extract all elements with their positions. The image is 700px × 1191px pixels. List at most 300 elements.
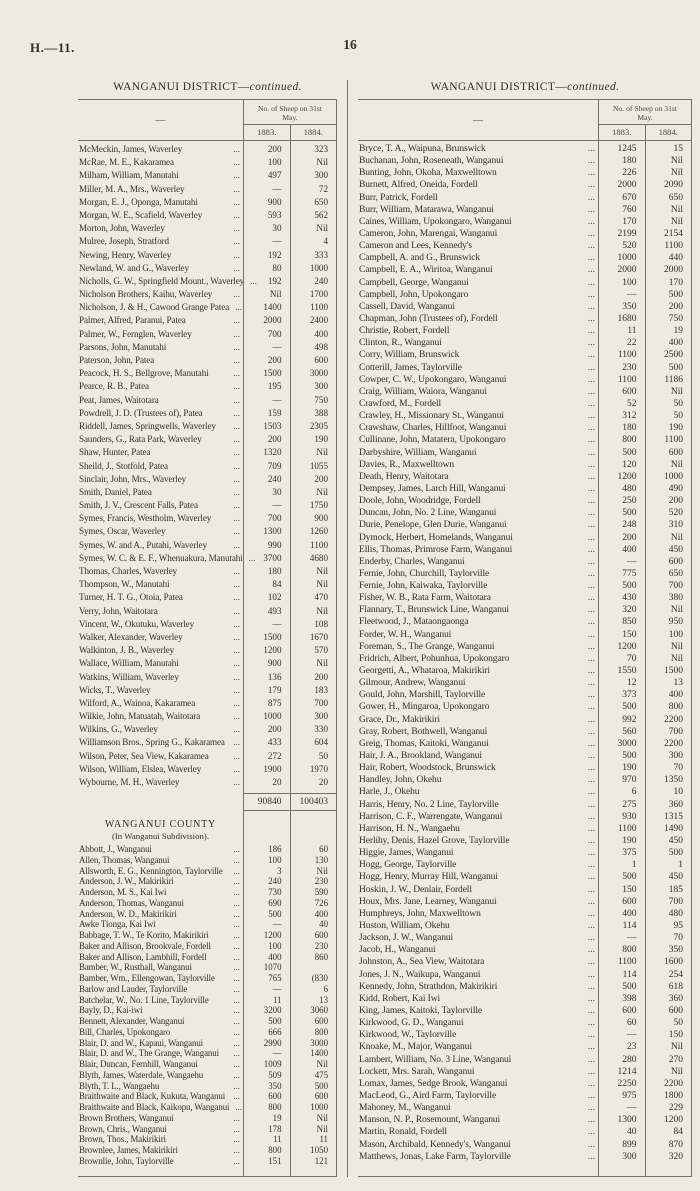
value-1883: 373 [598,689,645,701]
table-row [78,1048,336,1059]
dot-leader: ... [587,544,595,555]
value-1883: 100 [243,941,290,952]
entry-name-text: Turner, H. T. G., Otoia, Patea [79,592,183,603]
dot-leader: ... [233,919,240,930]
table-row [358,1139,691,1151]
dot-leader: ... [587,411,595,422]
entry-name-text: Cassell, David, Wanganui [359,301,455,312]
value-1884: 600 [645,1005,692,1017]
entry-name-text: Newland, W. and G., Waverley [79,262,189,273]
dot-leader: ... [587,726,595,737]
value-1884: 950 [645,616,692,628]
entry-name-text: Cowper, C. W., Upokongaro, Wanganui [359,374,507,385]
entry-name-text: Doole, John, Woodridge, Fordell [359,496,481,507]
value-1883: 1100 [598,349,645,361]
table-row [78,962,336,973]
dot-leader: ... [587,204,595,215]
value-1883: 84 [243,578,290,591]
value-1883: 1680 [598,313,645,325]
table-row [78,460,336,473]
column-title-continued: continued. [249,81,302,93]
table-row [358,277,691,289]
entry-name-text: Gower, H., Mingaroa, Upokongaro [359,702,490,713]
value-1883: 400 [598,544,645,556]
value-1884: 500 [290,1081,337,1092]
entry-name-text: Jackson, J. W., Wanganui [359,933,454,944]
value-1884: 1100 [645,240,692,252]
table-row [78,328,336,341]
table-row [78,578,336,591]
table-row [78,930,336,941]
dot-leader: ... [233,618,240,629]
dot-leader: ... [587,326,595,337]
value-1884: 13 [645,677,692,689]
value-1883: 248 [598,519,645,531]
dot-leader: ... [233,962,240,973]
entry-name-text: Nicholson Brothers, Kaihu, Waverley [79,289,213,300]
dot-leader: ... [587,156,595,167]
value-1883: 11 [598,325,645,337]
entry-name [358,896,598,908]
value-1883: 180 [598,422,645,434]
entry-name [358,1054,598,1066]
entry-name-text: Nicholls, G. W., Springfield Mount., Waverley [79,275,245,286]
table-row [358,313,691,325]
entry-name [358,362,598,374]
value-1883: 600 [598,896,645,908]
entry-name-text: Buchanan, John, Roseneath, Wanganui [359,156,504,167]
value-1884: 100 [645,629,692,641]
value-1883: 120 [598,459,645,471]
table-body [78,141,336,1176]
dot-leader: ... [233,1145,240,1156]
entry-name-text: Blair, D. and W., Kapaui, Wanganui [79,1037,204,1048]
entry-name-text: Burr, Patrick, Fordell [359,192,438,203]
entry-name-text: Anderson, Thomas, Wanganui [79,897,184,908]
dot-leader: ... [233,1059,240,1070]
value-1884: Nil [290,446,337,459]
value-1884: 1 [645,859,692,871]
value-1883: 240 [243,876,290,887]
value-1883: 200 [243,143,290,156]
value-1884: Nil [645,653,692,665]
dot-leader: ... [587,338,595,349]
value-1883: 230 [598,362,645,374]
value-1883: 1200 [243,644,290,657]
spacer-name [358,1163,598,1176]
entry-name [78,866,243,877]
table-row [358,386,691,398]
table-row [358,677,691,689]
value-1884: 229 [645,1102,692,1114]
dot-leader: ... [233,328,240,339]
table-row [358,859,691,871]
value-1884: 870 [645,1139,692,1151]
entry-name [358,1139,598,1151]
header-year-1884: 1884. [645,125,692,140]
entry-name [358,726,598,738]
entry-name [78,736,243,749]
dot-leader: ... [233,897,240,908]
value-1884: 570 [290,644,337,657]
entry-name-text: Anderson, W. D., Makirikiri [79,908,177,919]
value-1884: 2200 [645,1078,692,1090]
table-row [78,235,336,248]
value-1883: 497 [243,169,290,182]
entry-name [78,1048,243,1059]
spacer-cell [598,1163,645,1176]
entry-name [78,552,256,565]
dot-leader: ... [587,1078,595,1089]
value-1883: 240 [243,473,290,486]
entry-name [78,919,243,930]
dot-leader: ... [587,775,595,786]
value-1884: 13 [290,995,337,1006]
header-year-row [244,125,336,140]
value-1884: 498 [290,341,337,354]
dot-leader: ... [587,313,595,324]
entry-name-text: Wilkins, G., Waverley [79,724,158,735]
value-1884: 600 [645,556,692,568]
table-row [358,252,691,264]
value-1883: 114 [598,920,645,932]
table-row [358,544,691,556]
table-row [358,1066,691,1078]
entry-name [78,776,243,789]
dot-leader: ... [233,631,240,642]
entry-name-text: Bryce, T. A., Waipuna, Brunswick [359,144,486,154]
value-1883: 1200 [243,930,290,941]
entry-name [78,235,243,248]
table-row [78,539,336,552]
value-1884: Nil [290,565,337,578]
table-row [78,486,336,499]
entry-name-text: Peacock, H. S., Bellgrove, Manutahi [79,368,209,379]
spacer-cell [243,1167,290,1176]
entry-name [358,1102,598,1114]
table-row [358,592,691,604]
entry-name-text: Gilmour, Andrew, Wanganui [359,678,466,689]
value-1884: 1700 [290,288,337,301]
total-name [78,793,243,811]
entry-name [78,605,243,618]
table-row [358,701,691,713]
value-1884: 19 [645,325,692,337]
entry-name-text: Saunders, G., Rata Park, Waverley [79,434,202,445]
value-1884: 500 [645,289,692,301]
dot-leader: ... [233,566,240,576]
table-header [358,100,691,141]
entry-name-text: Higgie, James, Wanganui [359,848,454,859]
entry-name-text: Dymock, Herbert, Homelands, Wanganui [359,532,513,543]
value-1883: 320 [598,604,645,616]
table-row [78,952,336,963]
dot-leader: ... [233,1134,240,1145]
value-1883: 900 [243,196,290,209]
dot-leader: ... [233,486,240,497]
value-1884: 10 [645,786,692,798]
dot-leader: ... [233,1037,240,1048]
dot-leader: ... [233,1112,240,1123]
value-1884: 84 [645,1126,692,1138]
table-row [358,1029,691,1041]
table-row [358,726,691,738]
value-1883: 666 [243,1027,290,1038]
value-1884: 700 [645,580,692,592]
entry-name [78,1016,243,1027]
value-1883: — [243,499,290,512]
entry-name-text: Walker, Alexander, Waverley [79,631,183,642]
right-column [358,80,692,1177]
value-1884: 200 [290,473,337,486]
entry-name [78,941,243,952]
dot-leader: ... [587,581,595,592]
dot-leader: ... [233,513,240,524]
total-1883: 90840 [243,793,290,811]
entry-name-text: Watkins, William, Waverley [79,671,179,682]
dot-leader: ... [233,460,240,471]
dot-leader: ... [233,262,240,273]
entry-name-text: Hair, Robert, Woodstock, Brunswick [359,763,496,774]
dot-leader: ... [587,593,595,604]
table-row [78,1081,336,1092]
value-1884: 700 [645,726,692,738]
value-1884: 1100 [290,301,337,314]
entry-name [78,486,243,499]
table-row [78,209,336,222]
value-1884: Nil [645,167,692,179]
entry-name-text: Georgetti, A., Whataroa, Makirikiri [359,666,490,677]
value-1883: 800 [598,944,645,956]
value-1884: 800 [645,701,692,713]
section-heading-title: WANGANUI COUNTY [104,818,217,830]
value-1884: Nil [645,604,692,616]
value-1883: 690 [243,898,290,909]
value-1883: 593 [243,209,290,222]
value-1883: 190 [598,762,645,774]
entry-name-text: Craig, William, Waiora, Wanganui [359,386,487,397]
value-1883: 192 [243,249,290,262]
entry-name [78,473,243,486]
entry-name-text: Lockett, Mrs. Sarah, Wanganui [359,1066,475,1077]
value-1883: — [243,183,290,196]
entry-name [358,398,598,410]
dot-leader: ... [233,394,240,405]
table-row [78,1113,336,1124]
dot-leader: ... [233,473,240,484]
entry-name-text: Caines, William, Upokongaro, Wanganui [359,216,512,227]
entry-name-text: Wallace, William, Manutahi [79,658,179,669]
dot-leader: ... [587,277,595,288]
value-1884: 618 [645,981,692,993]
table-row [358,774,691,786]
table-row [358,289,691,301]
entry-name-text: Greig, Thomas, Kaitoki, Wanganui [359,738,489,749]
dot-leader: ... [233,447,240,458]
value-1884: 1670 [290,631,337,644]
entry-name-text: Brown Brothers, Wanganui [79,1112,174,1123]
table-row [78,565,336,578]
entry-name [358,1017,598,1029]
entry-name [78,1038,243,1049]
table-row [78,473,336,486]
value-1884: 1600 [645,956,692,968]
dot-leader: ... [233,658,240,669]
entry-name-text: Kidd, Robert, Kai Iwi [359,993,441,1004]
entry-name [78,763,243,776]
table-row [358,653,691,665]
value-1884: 72 [290,183,337,196]
value-1883: 178 [243,1124,290,1135]
dot-leader: ... [233,887,240,898]
value-1884: 1200 [645,1114,692,1126]
table-row [78,407,336,420]
value-1883: 226 [598,167,645,179]
value-1884: Nil [645,216,692,228]
table-row [358,932,691,944]
entry-name-text: Lambert, William, No. 3 Line, Wanganui [359,1054,512,1065]
entry-name-text: Verry, John, Waitotara [79,605,158,616]
entry-name [358,155,598,167]
value-1884: Nil [645,532,692,544]
table-row [358,459,691,471]
value-1884: 750 [290,394,337,407]
value-1884: 230 [290,941,337,952]
entry-name-text: Kirkwood, W., Taylorville [359,1030,457,1041]
table-row [78,222,336,235]
value-1883: 195 [243,380,290,393]
value-1884: Nil [645,155,692,167]
table-row [78,420,336,433]
entry-name-text: Riddell, James, Springwells, Waverley [79,420,216,431]
value-1883: 398 [598,993,645,1005]
table-row [358,422,691,434]
value-1883: 970 [598,774,645,786]
table-row [78,763,336,776]
value-1883: 40 [598,1126,645,1138]
dot-leader: ... [587,1127,595,1138]
table-row [78,697,336,710]
value-1883: 350 [598,301,645,313]
dot-leader: ... [587,605,595,616]
table-row [78,909,336,920]
dot-leader: ... [233,420,240,431]
dot-leader: ... [233,865,240,876]
entry-name [78,909,243,920]
entry-name [358,386,598,398]
value-1884: 400 [290,328,337,341]
entry-name-text: Chapman, John (Trustees of), Fordell [359,313,498,324]
entry-name [358,301,598,313]
entry-name [358,1041,598,1053]
entry-name-text: Allen, Thomas, Wanganui [79,854,170,865]
value-1883: 300 [598,1151,645,1163]
value-1883: 350 [243,1081,290,1092]
entry-name [358,944,598,956]
value-1883: 3200 [243,1005,290,1016]
value-1883: 1900 [243,763,290,776]
entry-name [358,447,598,459]
table-row [78,156,336,169]
value-1884: 6 [290,984,337,995]
entry-name-text: Crawford, M., Fordell [359,398,442,409]
entry-name [358,689,598,701]
dot-leader: ... [233,249,240,260]
value-1884: 200 [290,671,337,684]
value-1884: 1000 [290,262,337,275]
table-row [78,341,336,354]
entry-name [358,871,598,883]
entry-name-text: Symes, Oscar, Waverley [79,526,166,537]
dot-leader: ... [233,500,240,511]
dot-leader: ... [587,386,595,397]
value-1884: 130 [290,855,337,866]
entry-name-text: Cameron, John, Marengai, Wanganui [359,228,498,239]
value-1884: 2305 [290,420,337,433]
value-1883: 1320 [243,446,290,459]
value-1884: 2200 [645,714,692,726]
entry-name-text: Anderson, J. W., Makirikiri [79,876,174,887]
table-row [358,884,691,896]
entry-name [78,499,243,512]
entry-name-text: Fernie, John, Kaiwaka, Taylorville [359,581,488,592]
entry-name-text: Brownlee, James, Makirikiri [79,1145,178,1156]
value-1883: 875 [243,697,290,710]
entry-name-text: Paterson, John, Patea [79,355,155,365]
dot-leader: ... [233,1155,240,1166]
table-row [78,684,336,697]
entry-name [78,354,243,367]
entry-name-text: Palmer, W., Fernglen, Waverley [79,328,192,339]
value-1884: 95 [645,920,692,932]
table-row [358,410,691,422]
value-1884: 190 [645,422,692,434]
value-1884: 2200 [645,738,692,750]
value-1884: 1100 [645,434,692,446]
table-row [78,552,336,565]
dot-leader: ... [233,592,240,603]
value-1883: 765 [243,973,290,984]
entry-name-text: Duncan, John, No. 2 Line, Wanganui [359,508,497,519]
dot-leader: ... [587,993,595,1004]
entry-name-text: Hair, J. A., Brookland, Wanganui [359,751,482,762]
value-1884: 500 [645,362,692,374]
value-1884: 50 [645,398,692,410]
entry-name [358,847,598,859]
dot-leader: ... [587,872,595,883]
entry-name-text: Wilford, A., Wainoa, Kakaramea [79,697,196,708]
table-row [78,631,336,644]
table-row [358,1126,691,1138]
value-1884: 3060 [290,1005,337,1016]
entry-name [358,762,598,774]
value-1884: 1186 [645,374,692,386]
value-1883: 775 [598,568,645,580]
value-1884: 11 [290,1134,337,1145]
entry-name-text: McMeckin, James, Waverley [79,144,183,154]
table-row [358,143,691,155]
dot-leader: ... [587,423,595,434]
value-1883: 520 [598,240,645,252]
entry-name-text: Abbott, J., Wanganui [79,844,152,855]
entry-name-text: Brownlie, John, Taylorville [79,1155,174,1166]
section-heading-row [78,816,336,844]
value-1883: — [598,556,645,568]
dot-leader: ... [587,629,595,640]
value-1883: 3 [243,866,290,877]
entry-name-text: Cotterill, James, Taylorville [359,362,462,373]
value-1883: 500 [598,871,645,883]
